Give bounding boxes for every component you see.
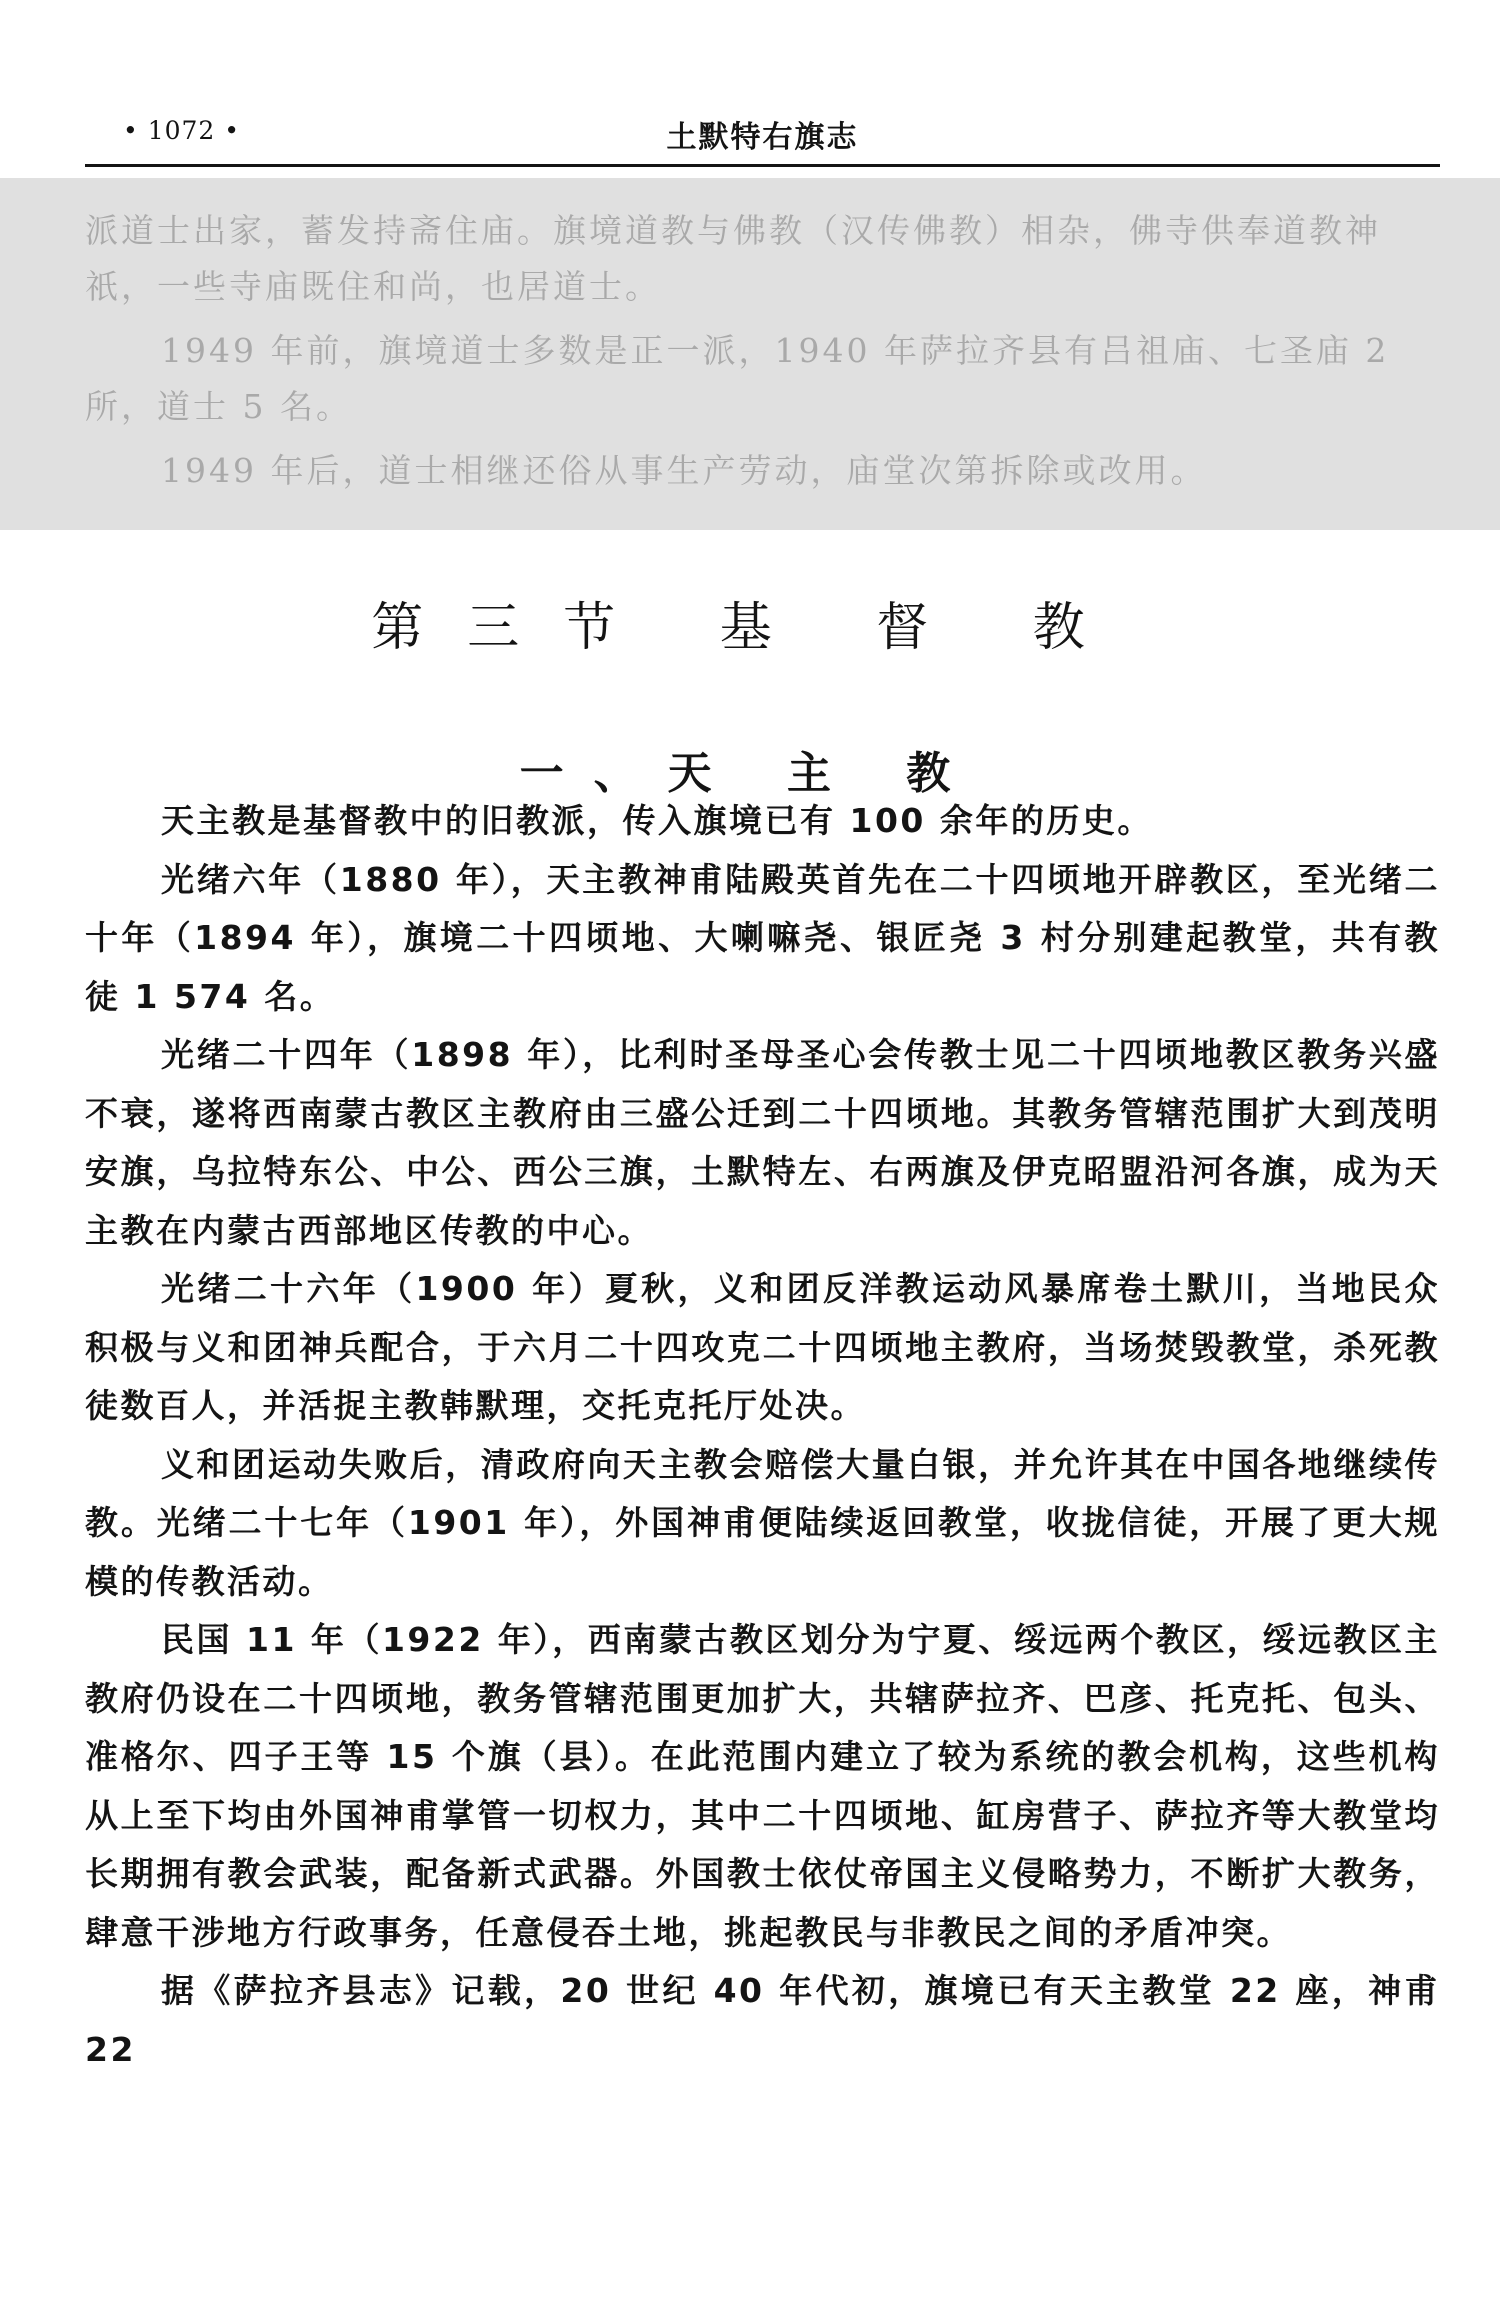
body-paragraph: 据《萨拉齐县志》记载，20 世纪 40 年代初，旗境已有天主教堂 22 座，神甫 22 [85,1971,1440,2069]
shaded-highlight-block [0,178,1500,530]
shaded-paragraph-2: 1949 年前，旗境道士多数是正一派，1940 年萨拉齐县有吕祖庙、七圣庙 2 所，道士 5 名。 [85,331,1390,426]
body-paragraph: 光绪六年（1880 年），天主教神甫陆殿英首先在二十四顷地开辟教区，至光绪二十年（1894 年），旗境二十四顷地、大喇嘛尧、银匠尧 3 村分别建起教堂，共有教徒 1 574 名。 [85,859,1440,1016]
body-paragraph: 光绪二十四年（1898 年），比利时圣母圣心会传教士见二十四顷地教区教务兴盛不衰，遂将西南蒙古教区主教府由三盛公迁到二十四顷地。其教务管辖范围扩大到茂明安旗，乌拉特东公、中公、西公三旗，土默特左、右两旗及伊克昭盟沿河各旗，成为天主教在内蒙古西部地区传教的中心。 [85,1035,1440,1250]
body-paragraph: 义和团运动失败后，清政府向天主教会赔偿大量白银，并允许其在中国各地继续传教。光绪二十七年（1901 年），外国神甫便陆续返回教堂，收拢信徒，开展了更大规模的传教活动。 [85,1444,1440,1601]
header-rule [85,164,1440,167]
shaded-paragraph-1: 派道士出家，蓄发持斋住庙。旗境道教与佛教（汉传佛教）相杂，佛寺供奉道教神祇，一些寺庙既住和尚，也居道士。 [85,211,1381,306]
body-text [85,792,1440,2079]
body-paragraph: 光绪二十六年（1900 年）夏秋，义和团反洋教运动风暴席卷土默川，当地民众积极与义和团神兵配合，于六月二十四攻克二十四顷地主教府，当场焚毁教堂，杀死教徒数百人，并活捉主教韩默理，交托克托厅处决。 [85,1269,1440,1425]
body-paragraph: 天主教是基督教中的旧教派，传入旗境已有 100 余年的历史。 [161,801,1153,840]
subsection-title: 一、天 主 教 [519,747,981,799]
page-number: • 1072 • [123,116,241,145]
body-paragraph: 民国 11 年（1922 年），西南蒙古教区划分为宁夏、绥远两个教区，绥远教区主教府仍设在二十四顷地，教务管辖范围更加扩大，共辖萨拉齐、巴彦、托克托、包头、准格尔、四子王等 15 个旗（县）。在此范围内建立了较为系统的教会机构，这些机构从上至下均由外国神甫掌管一切权力，其中二十四顷地、缸房营子、萨拉齐等大教堂均长期拥有教会武装，配备新式武器。外国教士依仗帝国主义侵略势力，不断扩大教务，肆意干涉地方行政事务，任意侵吞土地，挑起教民与非教民之间的矛盾冲突。 [85,1620,1440,1952]
running-title: 土默特右旗志 [666,120,859,155]
shaded-paragraph-3: 1949 年后，道士相继还俗从事生产劳动，庙堂次第拆除或改用。 [161,451,1207,490]
page-header [85,112,1440,168]
section-title: 第三节 基 督 教 [371,597,1129,658]
